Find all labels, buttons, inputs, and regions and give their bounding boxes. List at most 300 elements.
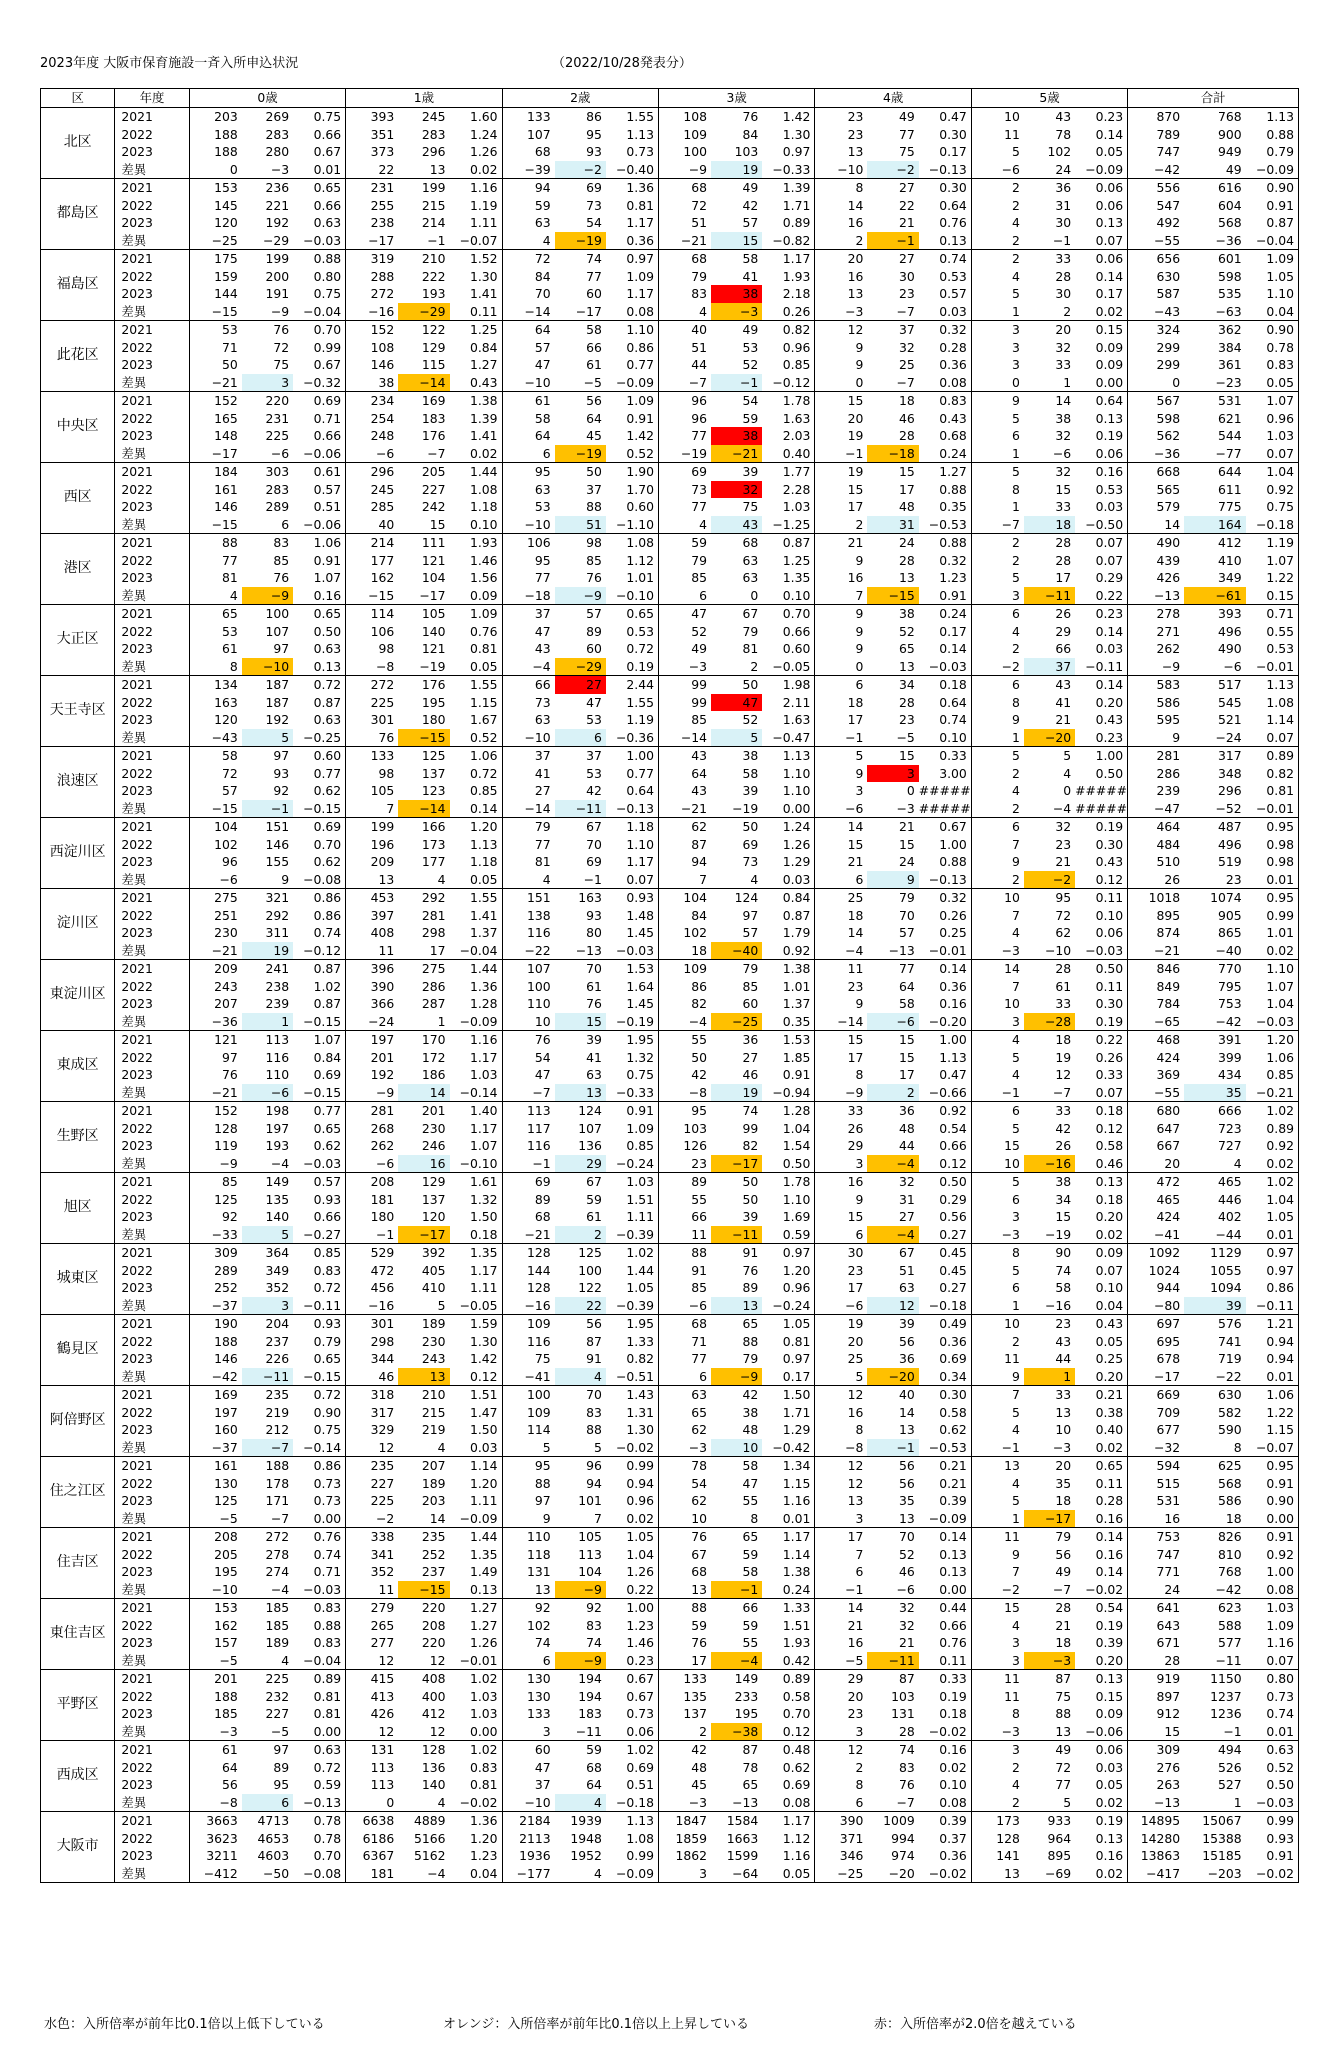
value-cell: 186	[421, 1067, 446, 1082]
value-cell: 0.59	[762, 1226, 815, 1244]
value-cell: −0.50	[1075, 516, 1128, 534]
value-cell: 21	[1055, 712, 1072, 727]
value-cell: 57	[742, 215, 759, 230]
value-cell: 235	[421, 1529, 446, 1544]
table-row	[41, 1137, 1299, 1155]
value-cell: 12	[346, 1723, 399, 1741]
value-cell: 188	[189, 1688, 242, 1706]
value-cell: 410	[421, 1280, 446, 1295]
value-cell: −6	[1184, 658, 1246, 676]
value-cell: 61	[586, 357, 602, 372]
table-row	[41, 1084, 1299, 1102]
value-cell: 0.07	[1246, 1652, 1299, 1670]
value-cell: 0.06	[1095, 197, 1124, 213]
value-cell: −4	[815, 942, 868, 960]
value-cell: 919	[1128, 1670, 1184, 1688]
value-cell: 44	[1055, 1351, 1072, 1366]
value-cell: 55	[742, 1493, 759, 1508]
value-cell: 279	[346, 1599, 399, 1617]
value-cell: 0.53	[939, 268, 967, 284]
value-cell: 20	[815, 410, 868, 428]
year-cell: 2023	[121, 1564, 153, 1579]
value-cell: −6	[815, 1297, 868, 1315]
value-cell: 1.09	[626, 393, 654, 408]
value-cell: 296	[1218, 783, 1242, 798]
value-cell: 42	[742, 197, 759, 213]
value-cell: 1.06	[469, 748, 498, 763]
value-cell: 95	[502, 552, 555, 570]
value-cell: 286	[1128, 765, 1184, 783]
value-cell: −1	[971, 1084, 1024, 1102]
value-cell: 0.52	[606, 445, 659, 463]
value-cell: 110	[265, 1067, 290, 1082]
value-cell: 468	[1128, 1031, 1184, 1049]
year-cell: 2023	[121, 215, 153, 230]
value-cell: 1948	[570, 1830, 602, 1846]
value-cell: 3.00	[939, 765, 967, 781]
value-cell: 33	[1055, 499, 1072, 514]
value-cell: 96	[658, 410, 711, 428]
value-cell: 100	[502, 1386, 555, 1404]
value-cell: 0.87	[313, 996, 342, 1011]
value-cell: 41	[1055, 694, 1072, 710]
value-cell: 0.83	[939, 393, 967, 408]
value-cell: 846	[1128, 960, 1184, 978]
value-cell: 130	[189, 1475, 242, 1493]
value-cell: 1.36	[469, 1813, 498, 1828]
value-cell: 0.97	[782, 1245, 811, 1260]
value-cell: 0.06	[1095, 1742, 1124, 1757]
value-cell: 741	[1218, 1333, 1242, 1349]
value-cell: 1.05	[782, 1316, 811, 1331]
value-cell: 0.43	[450, 374, 503, 392]
value-cell: 208	[346, 1173, 399, 1191]
value-cell: 0.13	[919, 232, 972, 250]
value-cell: 60	[586, 641, 602, 656]
value-cell: −42	[1184, 1581, 1246, 1599]
value-cell: 36	[742, 1032, 759, 1047]
value-cell: 1.00	[939, 1032, 967, 1047]
table-row	[41, 427, 1299, 445]
year-cell: 2023	[121, 1067, 153, 1082]
value-cell: 0.97	[782, 1351, 811, 1366]
value-cell: 1.46	[626, 1635, 654, 1650]
value-cell: 272	[265, 1529, 290, 1544]
value-cell: 10	[711, 1439, 762, 1457]
value-cell: 99	[658, 676, 711, 694]
value-cell: 1.49	[469, 1564, 498, 1579]
value-cell: 274	[265, 1564, 290, 1579]
value-cell: 4	[971, 214, 1024, 232]
value-cell: −0.09	[450, 1013, 503, 1031]
value-cell: −0.82	[762, 232, 815, 250]
table-row	[41, 1049, 1299, 1067]
value-cell: 0.79	[1266, 144, 1294, 159]
value-cell: 0.47	[939, 109, 967, 124]
value-cell: 0.71	[1266, 606, 1294, 621]
value-cell: 0.07	[1095, 535, 1124, 550]
value-cell: 220	[265, 393, 290, 408]
value-cell: 86	[586, 109, 602, 124]
value-cell: 14895	[1128, 1812, 1184, 1830]
value-cell: 178	[265, 1475, 290, 1491]
value-cell: 362	[1218, 322, 1242, 337]
value-cell: 68	[658, 1563, 711, 1581]
value-cell: 0.12	[919, 1155, 972, 1173]
value-cell: 341	[346, 1546, 399, 1564]
value-cell: 0.07	[1095, 552, 1124, 568]
value-cell: 38	[898, 606, 915, 621]
value-cell: −7	[398, 445, 449, 463]
value-cell: −8	[658, 1084, 711, 1102]
value-cell: 1.47	[469, 1404, 498, 1420]
value-cell: 2	[815, 232, 868, 250]
value-cell: 656	[1128, 250, 1184, 268]
value-cell: 0.74	[939, 712, 967, 727]
value-cell: 0.46	[1075, 1155, 1128, 1173]
value-cell: 1.20	[469, 1475, 498, 1491]
value-cell: 12	[815, 1457, 868, 1475]
value-cell: 1.04	[1266, 1191, 1294, 1207]
value-cell: 107	[265, 623, 290, 639]
value-cell: 39	[742, 1209, 759, 1224]
value-cell: 236	[265, 180, 290, 195]
value-cell: 7	[815, 1546, 868, 1564]
value-cell: 408	[421, 1671, 446, 1686]
ward-name: 北区	[41, 108, 115, 179]
ward-name: 城東区	[41, 1244, 115, 1315]
value-cell: 19	[815, 1315, 868, 1333]
value-cell: 586	[1218, 1493, 1242, 1508]
table-row	[41, 1510, 1299, 1528]
value-cell: 0.81	[469, 1777, 498, 1792]
table-header-row	[41, 89, 1299, 108]
value-cell: 1.00	[1095, 748, 1124, 763]
value-cell: 107	[502, 126, 555, 144]
value-cell: 11	[346, 942, 399, 960]
year-cell: 2021	[121, 1742, 153, 1757]
value-cell: 1.10	[782, 765, 811, 781]
value-cell: 24	[1128, 1581, 1184, 1599]
value-cell: 26	[815, 1120, 868, 1138]
value-cell: 33	[815, 1102, 868, 1120]
value-cell: 0.75	[626, 1067, 654, 1082]
year-cell: 差異	[115, 161, 189, 179]
ward-name: 此花区	[41, 321, 115, 392]
value-cell: 299	[1128, 356, 1184, 374]
value-cell: 58	[742, 1564, 759, 1579]
value-cell: 3663	[189, 1812, 242, 1830]
value-cell: 50	[742, 677, 759, 692]
value-cell: −0.07	[450, 232, 503, 250]
value-cell: 1	[1024, 1368, 1075, 1386]
value-cell: 183	[421, 410, 446, 426]
value-cell: 4889	[413, 1813, 446, 1828]
value-cell: −0.12	[762, 374, 815, 392]
value-cell: −69	[1024, 1865, 1075, 1883]
value-cell: 1.32	[469, 1191, 498, 1207]
year-cell: 2021	[121, 1458, 153, 1473]
value-cell: 1.09	[469, 606, 498, 621]
ward-name: 西区	[41, 463, 115, 534]
value-cell: 185	[189, 1705, 242, 1723]
value-cell: 317	[346, 1404, 399, 1422]
table-row	[41, 1723, 1299, 1741]
value-cell: 283	[421, 126, 446, 142]
value-cell: 78	[742, 1759, 759, 1775]
value-cell: 0.94	[1266, 1333, 1294, 1349]
value-cell: 208	[189, 1528, 242, 1546]
value-cell: 13	[867, 658, 918, 676]
value-cell: 0.04	[1246, 303, 1299, 321]
value-cell: 0.70	[782, 1706, 811, 1721]
value-cell: 43	[502, 640, 555, 658]
value-cell: 0.66	[313, 126, 342, 142]
value-cell: 85	[742, 978, 759, 994]
value-cell: 668	[1128, 463, 1184, 481]
value-cell: 238	[346, 214, 399, 232]
value-cell: 2	[1024, 303, 1075, 321]
value-cell: 0.53	[626, 623, 654, 639]
value-cell: 6	[971, 676, 1024, 694]
value-cell: 424	[1128, 1208, 1184, 1226]
value-cell: 0.02	[1246, 942, 1299, 960]
value-cell: −9	[555, 1652, 606, 1670]
value-cell: 1.93	[782, 1635, 811, 1650]
value-cell: 1.16	[1266, 1635, 1294, 1650]
value-cell: 21	[898, 819, 915, 834]
value-cell: 9	[815, 995, 868, 1013]
year-cell: 2021	[121, 393, 153, 408]
value-cell: 131	[502, 1563, 555, 1581]
value-cell: 0.22	[1095, 1032, 1124, 1047]
value-cell: −6	[658, 1297, 711, 1315]
value-cell: 102	[1047, 144, 1072, 159]
table-row	[41, 232, 1299, 250]
value-cell: 187	[265, 694, 290, 710]
value-cell: −0.15	[293, 1368, 346, 1386]
year-cell: 2023	[121, 499, 153, 514]
year-cell: 差異	[115, 800, 189, 818]
value-cell: 98	[346, 765, 399, 783]
value-cell: 1.11	[469, 215, 498, 230]
value-cell: 727	[1218, 1138, 1242, 1153]
table-row	[41, 1333, 1299, 1351]
year-cell: 2022	[121, 197, 153, 213]
value-cell: 1.55	[469, 890, 498, 905]
value-cell: 67	[586, 819, 602, 834]
value-cell: 13	[867, 1510, 918, 1528]
value-cell: 15	[1055, 481, 1072, 497]
table-body	[41, 108, 1299, 1883]
value-cell: 151	[265, 819, 290, 834]
value-cell: 0.30	[939, 1387, 967, 1402]
value-cell: −0.19	[606, 1013, 659, 1031]
value-cell: 24	[1024, 161, 1075, 179]
value-cell: 91	[586, 1351, 602, 1366]
value-cell: 50	[189, 356, 242, 374]
year-cell: 2023	[121, 144, 153, 159]
value-cell: 0.69	[939, 1351, 967, 1366]
value-cell: 3	[658, 1865, 711, 1883]
value-cell: 0.70	[782, 606, 811, 621]
value-cell: 64	[502, 321, 555, 339]
value-cell: 1.36	[469, 978, 498, 994]
value-cell: 1.04	[626, 1546, 654, 1562]
value-cell: 54	[658, 1475, 711, 1493]
value-cell: −7	[1024, 1581, 1075, 1599]
value-cell: 0.72	[313, 1759, 342, 1775]
value-cell: 1.44	[469, 961, 498, 976]
value-cell: 198	[265, 1103, 290, 1118]
value-cell: 2	[971, 1794, 1024, 1812]
value-cell: 45	[586, 428, 602, 443]
value-cell: 556	[1128, 179, 1184, 197]
value-cell: −0.15	[293, 800, 346, 818]
value-cell: 1.43	[626, 1387, 654, 1402]
age-3-header: 3歳	[658, 89, 814, 108]
value-cell: 33	[1055, 1103, 1072, 1118]
value-cell: 1009	[883, 1813, 915, 1828]
value-cell: 16	[815, 1634, 868, 1652]
value-cell: 68	[658, 1315, 711, 1333]
value-cell: −203	[1184, 1865, 1246, 1883]
value-cell: −8	[815, 1439, 868, 1457]
value-cell: 3	[815, 1510, 868, 1528]
value-cell: 85	[273, 552, 290, 568]
value-cell: 62	[658, 1492, 711, 1510]
value-cell: 0.30	[939, 126, 967, 142]
value-cell: −1	[815, 445, 868, 463]
value-cell: 0.76	[313, 1529, 342, 1544]
value-cell: 95	[1055, 890, 1072, 905]
value-cell: 1.21	[1266, 1316, 1294, 1331]
value-cell: −17	[1024, 1510, 1075, 1528]
year-cell: 2023	[121, 1777, 153, 1792]
table-row	[41, 1670, 1299, 1688]
value-cell: 0.03	[1095, 499, 1124, 514]
value-cell: 237	[421, 1564, 446, 1579]
value-cell: 0.66	[313, 428, 342, 443]
value-cell: 288	[346, 268, 399, 286]
value-cell: 97	[273, 748, 290, 763]
value-cell: 193	[421, 286, 446, 301]
value-cell: 77	[502, 569, 555, 587]
value-cell: −0.24	[762, 1297, 815, 1315]
table-row	[41, 1688, 1299, 1706]
value-cell: 104	[189, 818, 242, 836]
value-cell: −40	[711, 942, 762, 960]
value-cell: 66	[586, 339, 602, 355]
value-cell: 0.93	[313, 1191, 342, 1207]
value-cell: 21	[1055, 854, 1072, 869]
value-cell: 235	[265, 1387, 290, 1402]
value-cell: 41	[586, 1049, 602, 1065]
value-cell: 120	[189, 711, 242, 729]
value-cell: 0.01	[762, 1510, 815, 1528]
value-cell: −11	[555, 800, 606, 818]
value-cell: −32	[1128, 1439, 1184, 1457]
value-cell: 870	[1128, 108, 1184, 126]
value-cell: 321	[265, 890, 290, 905]
value-cell: 567	[1128, 392, 1184, 410]
value-cell: 22	[555, 1297, 606, 1315]
value-cell: 88	[742, 1333, 759, 1349]
value-cell: 1.18	[626, 819, 654, 834]
value-cell: 0.74	[313, 925, 342, 940]
value-cell: 1862	[658, 1847, 711, 1865]
value-cell: 0.70	[313, 1848, 342, 1863]
value-cell: 106	[502, 534, 555, 552]
value-cell: 67	[898, 1245, 915, 1260]
value-cell: 15	[815, 1208, 868, 1226]
value-cell: 46	[898, 410, 915, 426]
value-cell: 70	[898, 907, 915, 923]
value-cell: 1.28	[469, 996, 498, 1011]
value-cell: 0.90	[1266, 322, 1294, 337]
value-cell: 114	[346, 605, 399, 623]
value-cell: 44	[898, 1138, 915, 1153]
value-cell: 134	[189, 676, 242, 694]
table-row	[41, 1652, 1299, 1670]
value-cell: 181	[346, 1865, 399, 1883]
table-row	[41, 1386, 1299, 1404]
value-cell: 1.26	[469, 144, 498, 159]
value-cell: 0.57	[939, 286, 967, 301]
value-cell: 177	[346, 552, 399, 570]
value-cell: −1	[1184, 1723, 1246, 1741]
table-row	[41, 924, 1299, 942]
value-cell: 16	[1128, 1510, 1184, 1528]
value-cell: 0.13	[939, 1564, 967, 1579]
year-cell: 差異	[115, 587, 189, 605]
table-row	[41, 268, 1299, 286]
value-cell: 30	[815, 1244, 868, 1262]
value-cell: 23	[1055, 836, 1072, 852]
value-cell: 396	[346, 960, 399, 978]
value-cell: −11	[1184, 1652, 1246, 1670]
table-row	[41, 1439, 1299, 1457]
value-cell: 129	[421, 339, 446, 355]
value-cell: 193	[265, 1138, 290, 1153]
value-cell: 1.25	[469, 322, 498, 337]
value-cell: 95	[586, 126, 602, 142]
value-cell: 0.19	[1095, 819, 1124, 834]
value-cell: 219	[265, 1404, 290, 1420]
year-cell: 2023	[121, 1422, 153, 1437]
value-cell: 34	[1055, 1191, 1072, 1207]
value-cell: 20	[1055, 322, 1072, 337]
value-cell: 96	[189, 853, 242, 871]
value-cell: 0.16	[1095, 1546, 1124, 1562]
value-cell: 1.32	[626, 1049, 654, 1065]
value-cell: 62	[658, 1421, 711, 1439]
value-cell: −0.18	[606, 1794, 659, 1812]
value-cell: 0.26	[939, 907, 967, 923]
value-cell: 0.32	[939, 890, 967, 905]
year-cell: 2021	[121, 1671, 153, 1686]
value-cell: 104	[421, 570, 446, 585]
year-cell: 2022	[121, 836, 153, 852]
value-cell: 496	[1218, 836, 1242, 852]
value-cell: 59	[742, 1617, 759, 1633]
ward-name: 平野区	[41, 1670, 115, 1741]
value-cell: 413	[346, 1688, 399, 1706]
year-cell: 2021	[121, 1813, 153, 1828]
value-cell: 0.01	[1246, 1368, 1299, 1386]
table-row	[41, 711, 1299, 729]
value-cell: 0.77	[626, 765, 654, 781]
